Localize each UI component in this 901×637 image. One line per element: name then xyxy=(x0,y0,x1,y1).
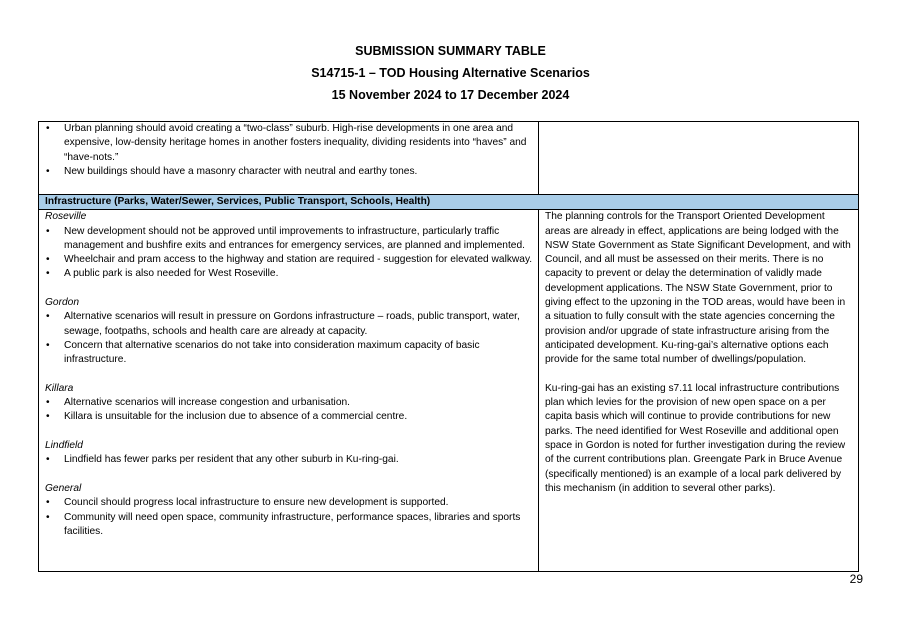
suburb-heading: General xyxy=(45,482,82,494)
list-item: • Alternative scenarios will result in pressure on Gordons infrastructure – roads, public transport, water, sewage, footpaths, schools and health care are already at capacity. xyxy=(45,310,533,339)
list-item: • Wheelchair and pram access to the highway and station are required - suggestion for elevated walkway. xyxy=(45,253,533,267)
list-item: • New buildings should have a masonry character with neutral and earthy tones. xyxy=(45,165,533,179)
bullet-list xyxy=(45,396,533,425)
response-cell xyxy=(539,122,859,195)
table-row xyxy=(39,210,859,572)
suburb-heading: Gordon xyxy=(45,297,79,309)
bullet-list xyxy=(45,453,533,467)
suburb-heading: Lindfield xyxy=(45,440,83,452)
document-title: SUBMISSION SUMMARY TABLE xyxy=(355,44,546,58)
response-cell xyxy=(539,210,859,572)
table-row xyxy=(39,122,859,195)
response-paragraph: The planning controls for the Transport Oriented Development areas are already in effect, applications are being lodged with the NSW State Government as State Significant Development, and with Council, and all must be assessed on their merits. There is no capacity to prevent or delay the determination of validly made development applications. The NSW State Government, prior to giving effect to the upzoning in the TOD areas, would have been in a situation to fully consult with the state agencies concerning the provision and/or upgrade of state infrastructure arising from the anticipated development. Ku-ring-gai’s alternative options each provide for the same total number of dwellings/population. xyxy=(545,211,851,366)
bullet-list xyxy=(45,310,533,367)
category-heading: Infrastructure (Parks, Water/Sewer, Services, Public Transport, Schools, Health) xyxy=(39,195,859,210)
category-row xyxy=(39,195,859,210)
list-item: • Urban planning should avoid creating a “two-class” suburb. High-rise developments in one area and expensive, low-density heritage homes in another fosters inequality, dividing residents into “haves” and “have-nots.” xyxy=(45,122,533,165)
suburb-heading: Roseville xyxy=(45,211,87,223)
list-item: • New development should not be approved until improvements to infrastructure, particularly traffic management and bushfire exits and entrances for emergency services, are planned and implemented. xyxy=(45,225,533,254)
submission-summary-table xyxy=(38,121,859,572)
page-number: 29 xyxy=(849,572,863,586)
list-item: • Lindfield has fewer parks per resident that any other suburb in Ku-ring-gai. xyxy=(45,453,533,467)
bullet-list xyxy=(45,225,533,282)
list-item: • Alternative scenarios will increase congestion and urbanisation. xyxy=(45,396,533,410)
response-paragraph: Ku-ring-gai has an existing s7.11 local infrastructure contributions plan which levies for the provision of new open space on a per capita basis which will continue to provide contributions for new parks. The need identified for West Roseville and additional open space in Gordon is noted for further investigation during the review of the current contributions plan. Greengate Park in Bruce Avenue (specifically mentioned) is an example of a local park delivered by this mechanism (in addition to several other parks). xyxy=(545,382,846,494)
list-item: • Council should progress local infrastructure to ensure new development is supported. xyxy=(45,496,533,510)
suburb-heading: Killara xyxy=(45,382,74,394)
document-date-range: 15 November 2024 to 17 December 2024 xyxy=(331,88,570,102)
list-item: • A public park is also needed for West Roseville. xyxy=(45,267,533,281)
document-subtitle: S14715-1 – TOD Housing Alternative Scenarios xyxy=(311,66,590,80)
list-item: • Community will need open space, community infrastructure, performance spaces, libraries and sports facilities. xyxy=(45,511,533,540)
list-item: • Concern that alternative scenarios do not take into consideration maximum capacity of basic infrastructure. xyxy=(45,339,533,368)
bullet-list xyxy=(45,122,533,179)
submission-cell xyxy=(39,210,539,572)
bullet-list xyxy=(45,496,533,539)
submission-cell xyxy=(39,122,539,195)
list-item: • Killara is unsuitable for the inclusion due to absence of a commercial centre. xyxy=(45,410,533,424)
